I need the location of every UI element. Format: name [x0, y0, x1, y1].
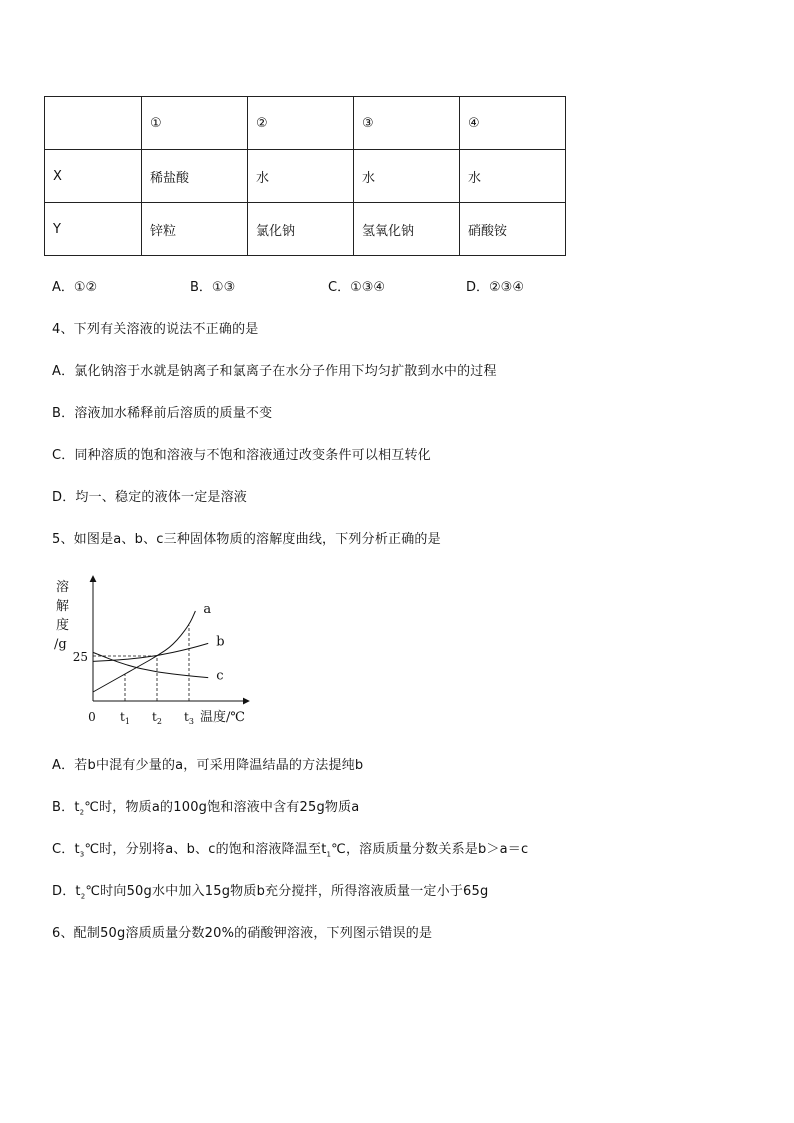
- table-cell: ④: [460, 97, 566, 150]
- origin-label: 0: [88, 710, 96, 724]
- table-cell: 水: [248, 150, 354, 203]
- y-axis-label: 解: [56, 599, 70, 614]
- table-cell: ③: [354, 97, 460, 150]
- x-tick-label: $t_1$: [120, 710, 130, 726]
- table-cell: ②: [248, 97, 354, 150]
- table-cell: 水: [354, 150, 460, 203]
- y-axis-label: 度: [56, 618, 70, 633]
- q5-option-d[interactable]: [52, 880, 488, 901]
- curve-a: [93, 611, 195, 692]
- series-label-b: b: [216, 634, 225, 650]
- option-c[interactable]: C．①③④: [328, 280, 386, 295]
- series-label-a: a: [203, 602, 212, 617]
- y-tick-label: 25: [72, 650, 88, 664]
- q4-option-b[interactable]: B．溶液加水稀释前后溶质的质量不变: [52, 406, 273, 421]
- table-header-row: [45, 97, 566, 150]
- x-axis-label: 温度/℃: [200, 710, 245, 725]
- option-prefix: B．t: [52, 800, 80, 815]
- option-prefix: D．t: [52, 884, 81, 899]
- option-text: ℃时，分别将a、b、c的饱和溶液降温至t: [84, 842, 327, 857]
- q4-stem: 4、下列有关溶液的说法不正确的是: [52, 322, 259, 337]
- option-text: ℃时，物质a的100g饱和溶液中含有25g物质a: [84, 800, 360, 815]
- q4-option-d[interactable]: D．均一、稳定的液体一定是溶液: [52, 490, 248, 505]
- table-cell: 水: [460, 150, 566, 203]
- table-cell: 氯化钠: [248, 203, 354, 256]
- table-cell: 锌粒: [142, 203, 248, 256]
- q4-option-c[interactable]: C．同种溶质的饱和溶液与不饱和溶液通过改变条件可以相互转化: [52, 448, 431, 463]
- table-cell: 氢氧化钠: [354, 203, 460, 256]
- table-cell: Y: [45, 203, 142, 256]
- table-row: [45, 150, 566, 203]
- option-a[interactable]: A．①②: [52, 280, 98, 295]
- table-cell: X: [45, 150, 142, 203]
- q3-table: [44, 96, 566, 256]
- table-row: [45, 203, 566, 256]
- x-tick-label: $t_3$: [184, 710, 194, 726]
- table-cell: 稀盐酸: [142, 150, 248, 203]
- q5-option-c[interactable]: [52, 838, 528, 859]
- subscript: 3: [79, 850, 85, 859]
- y-axis-label: /g: [54, 637, 67, 652]
- option-d[interactable]: D．②③④: [466, 280, 524, 295]
- table-cell: [45, 97, 142, 150]
- q5-option-b[interactable]: [52, 796, 359, 817]
- option-b[interactable]: B．①③: [190, 280, 236, 295]
- table-cell: ①: [142, 97, 248, 150]
- x-tick-label: $t_2$: [152, 710, 162, 726]
- option-text: ℃时向50g水中加入15g物质b充分搅拌，所得溶液质量一定小于65g: [85, 884, 489, 899]
- series-label-c: c: [216, 668, 224, 684]
- table-cell: 硝酸铵: [460, 203, 566, 256]
- q5-option-a[interactable]: A．若b中混有少量的a，可采用降温结晶的方法提纯b: [52, 758, 364, 773]
- q5-stem: 5、如图是a、b、c三种固体物质的溶解度曲线，下列分析正确的是: [52, 532, 441, 547]
- y-axis-label: 溶: [56, 580, 70, 595]
- q6-stem: 6、配制50g溶质质量分数20%的硝酸钾溶液，下列图示错误的是: [52, 926, 433, 941]
- option-text: ℃，溶质质量分数关系是b＞a＝c: [331, 842, 529, 857]
- subscript: 1: [326, 850, 332, 859]
- solubility-chart: [52, 566, 262, 732]
- subscript: 2: [79, 808, 85, 817]
- subscript: 2: [80, 892, 86, 901]
- option-prefix: C．t: [52, 842, 80, 857]
- q4-option-a[interactable]: A．氯化钠溶于水就是钠离子和氯离子在水分子作用下均匀扩散到水中的过程: [52, 364, 497, 379]
